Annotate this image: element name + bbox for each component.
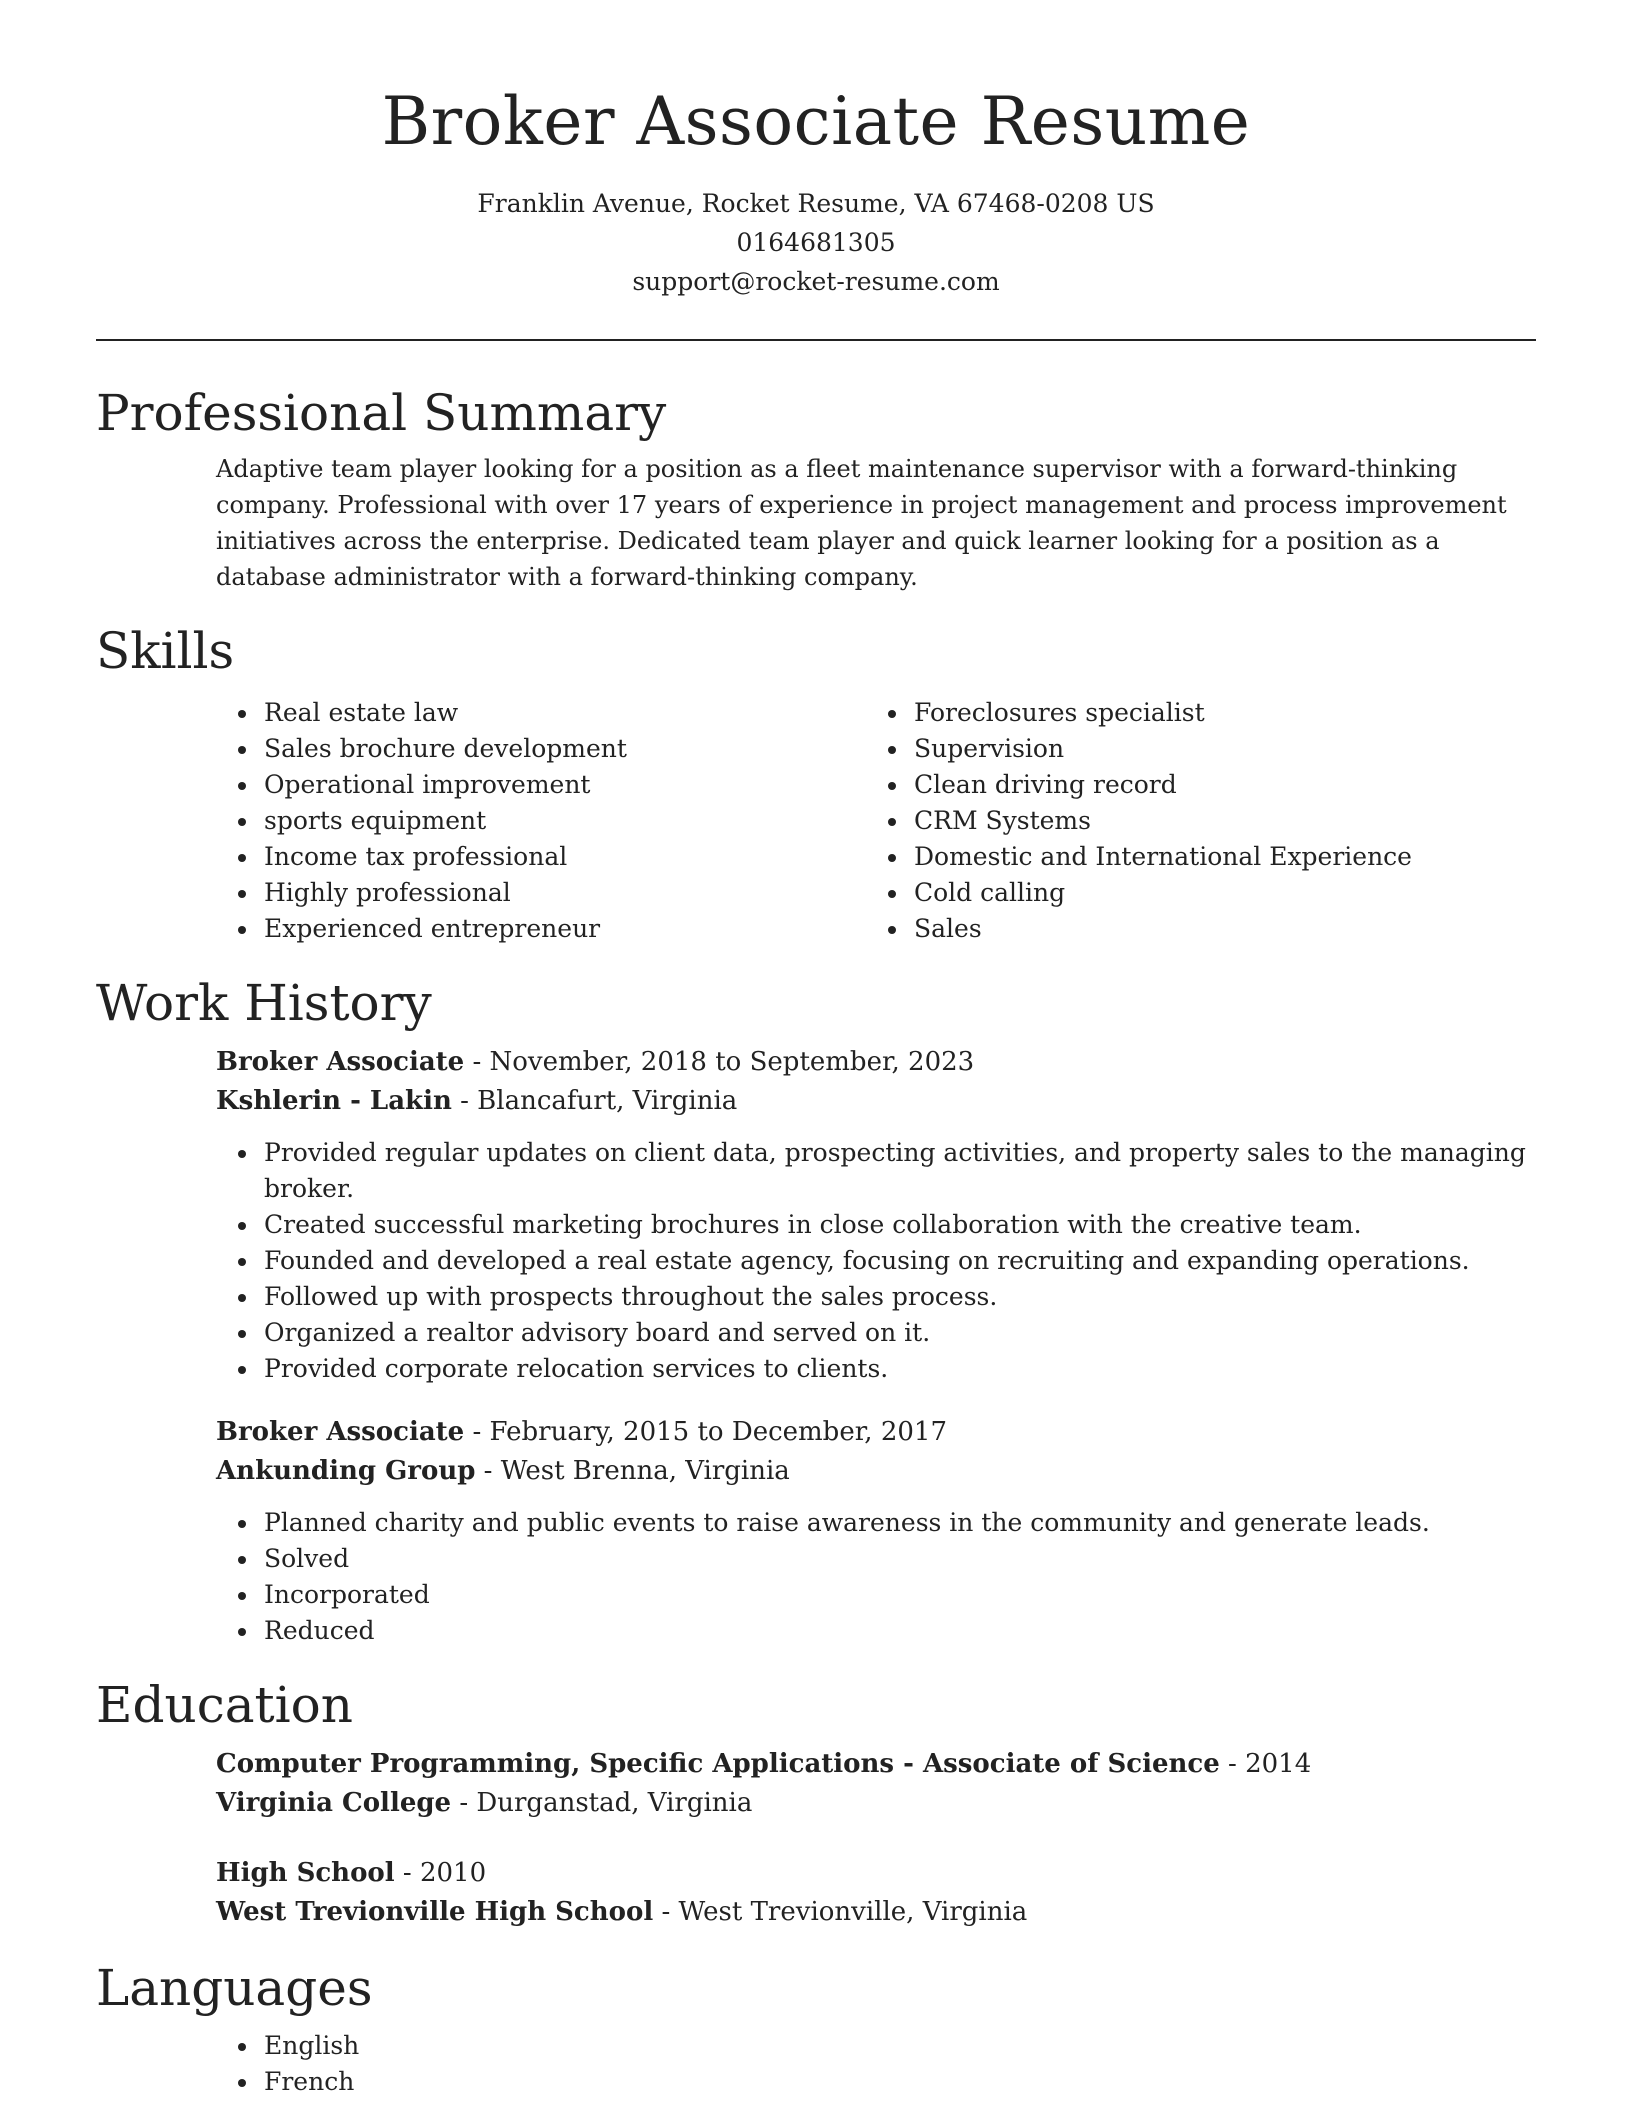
job-duties — [96, 1135, 1536, 1387]
job-dates: - November, 2018 to September, 2023 — [464, 1046, 975, 1077]
page-title: Broker Associate Resume — [381, 83, 1251, 160]
education-year: - 2014 — [1219, 1748, 1312, 1779]
skill-item: • Real estate law — [260, 695, 866, 731]
education-entry — [216, 1854, 1536, 1932]
summary-text: Adaptive team player looking for a position as a fleet maintenance supervisor with a forward-thinking company. Professional with over 17 years of experience in project management and process improvement initiatives across the enterprise. Dedicated team player and quick learner looking for a position as a database administrator with a forward-thinking company. — [216, 454, 1507, 591]
skill-item: • Income tax professional — [260, 839, 866, 875]
languages-section — [96, 1958, 1536, 2100]
contact-info — [96, 184, 1536, 301]
education-degree-line — [216, 1745, 1536, 1784]
skill-item: • Supervision — [910, 731, 1516, 767]
resume-header — [96, 0, 1536, 301]
job-duty-item: • Created successful marketing brochures in close collaboration with the creative team. — [260, 1207, 1536, 1243]
job-entry — [216, 1043, 1536, 1387]
skill-item: • Domestic and International Experience — [910, 839, 1516, 875]
education-degree-line — [216, 1854, 1536, 1893]
skill-item: • Foreclosures specialist — [910, 695, 1516, 731]
job-duty-item: • Incorporated — [260, 1577, 1536, 1613]
education-section — [96, 1675, 1536, 1932]
job-company: Ankunding Group — [216, 1455, 476, 1486]
job-duty-item: • Planned charity and public events to raise awareness in the community and generate leads. — [260, 1505, 1536, 1541]
language-item: • French — [260, 2064, 1536, 2100]
job-duties — [96, 1505, 1536, 1649]
skills-section — [96, 621, 1536, 947]
address: Franklin Avenue, Rocket Resume, VA 67468-0208 US — [477, 188, 1155, 218]
skill-item: • Clean driving record — [910, 767, 1516, 803]
education-location: - West Trevionville, Virginia — [653, 1896, 1028, 1927]
skill-item: • Cold calling — [910, 875, 1516, 911]
skill-item: • Sales brochure development — [260, 731, 866, 767]
education-school-line — [216, 1893, 1536, 1932]
languages-list — [96, 2028, 1536, 2100]
job-dates: - February, 2015 to December, 2017 — [464, 1416, 947, 1447]
skill-item: • Operational improvement — [260, 767, 866, 803]
job-duty-item: • Solved — [260, 1541, 1536, 1577]
education-degree: Computer Programming, Specific Applications - Associate of Science — [216, 1748, 1220, 1779]
job-company-line — [216, 1082, 1536, 1121]
job-duty-item: • Provided regular updates on client data, prospecting activities, and property sales to the managing broker. — [260, 1135, 1536, 1207]
job-role: Broker Associate — [216, 1046, 465, 1077]
job-duty-item: • Founded and developed a real estate agency, focusing on recruiting and expanding operations. — [260, 1243, 1536, 1279]
job-duty-item: • Provided corporate relocation services to clients. — [260, 1351, 1536, 1387]
skill-item: • Sales — [910, 911, 1516, 947]
phone: 0164681305 — [736, 227, 896, 257]
skill-item: • Experienced entrepreneur — [260, 911, 866, 947]
job-company: Kshlerin - Lakin — [216, 1085, 452, 1116]
section-heading: Professional Summary — [96, 383, 667, 442]
job-entry — [216, 1413, 1536, 1649]
job-title-line — [216, 1043, 1536, 1082]
section-heading: Languages — [96, 1958, 373, 2017]
section-heading: Work History — [96, 973, 432, 1032]
email: support@rocket-resume.com — [632, 266, 1000, 296]
job-title-line — [216, 1413, 1536, 1452]
skills-column-left — [216, 695, 866, 947]
education-school: Virginia College — [216, 1787, 452, 1818]
work-history-section — [96, 973, 1536, 1649]
section-heading: Education — [96, 1675, 353, 1734]
job-duty-item: • Followed up with prospects throughout the sales process. — [260, 1279, 1536, 1315]
job-location: - Blancafurt, Virginia — [451, 1085, 738, 1116]
education-location: - Durganstad, Virginia — [451, 1787, 753, 1818]
job-location: - West Brenna, Virginia — [475, 1455, 790, 1486]
skill-item: • CRM Systems — [910, 803, 1516, 839]
education-school: West Trevionville High School — [216, 1896, 654, 1927]
language-item: • English — [260, 2028, 1536, 2064]
job-duty-item: • Organized a realtor advisory board and served on it. — [260, 1315, 1536, 1351]
education-entry — [216, 1745, 1536, 1823]
skills-columns — [96, 695, 1536, 947]
job-company-line — [216, 1452, 1536, 1491]
professional-summary-section — [96, 383, 1536, 595]
skill-item: • Highly professional — [260, 875, 866, 911]
education-school-line — [216, 1784, 1536, 1823]
skills-column-right — [866, 695, 1516, 947]
education-degree: High School — [216, 1857, 395, 1888]
skill-item: • sports equipment — [260, 803, 866, 839]
header-divider — [96, 339, 1536, 341]
job-duty-item: • Reduced — [260, 1613, 1536, 1649]
job-role: Broker Associate — [216, 1416, 465, 1447]
section-heading: Skills — [96, 621, 235, 680]
education-year: - 2010 — [394, 1857, 487, 1888]
